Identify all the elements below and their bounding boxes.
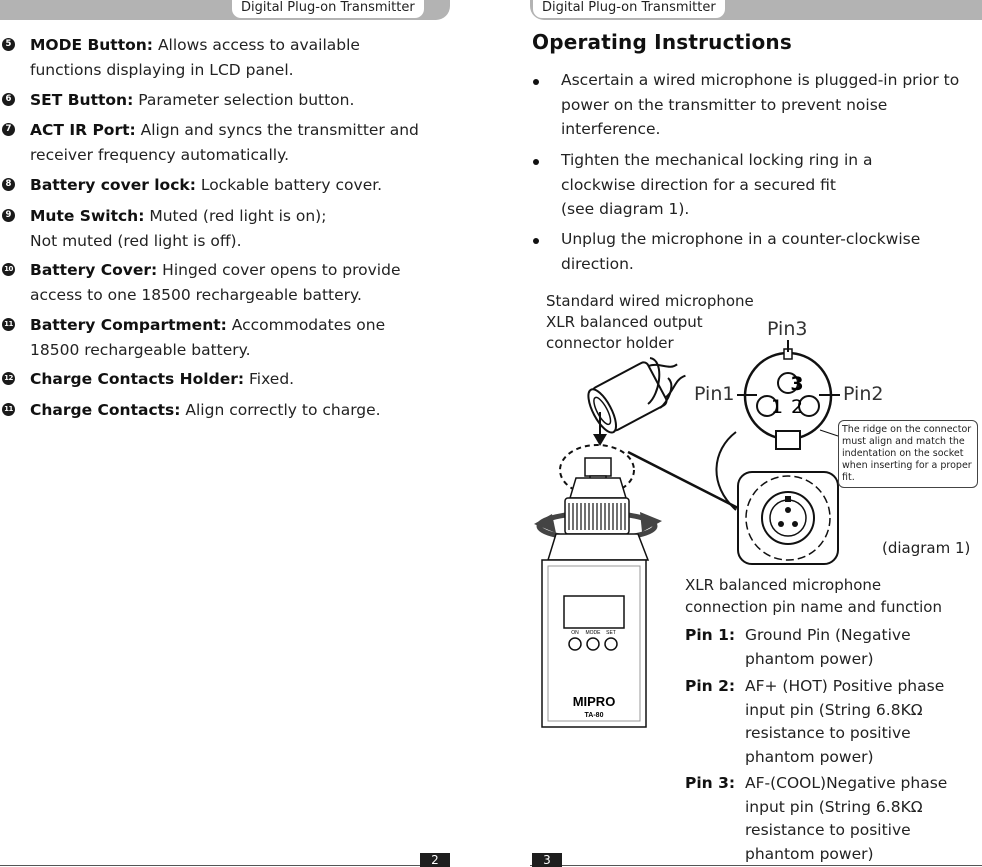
right-header-title: Digital Plug-on Transmitter	[533, 0, 725, 18]
pin-value: Ground Pin (Negative phantom power)	[745, 626, 911, 668]
item-number-badge: 11	[2, 403, 15, 416]
item-text: Muted (red light is on);	[144, 207, 327, 225]
pin-value: AF+ (HOT) Positive phase input pin (String 6.8KΩ resistance to positive phantom power)	[745, 677, 945, 766]
item-number-badge: 11	[2, 318, 15, 331]
left-footer-line	[0, 865, 450, 866]
pin1-label: Pin1	[694, 383, 735, 405]
item-title: Battery Compartment:	[30, 316, 227, 334]
item-title: Charge Contacts Holder:	[30, 370, 245, 388]
item-text: Align correctly to charge.	[180, 401, 381, 419]
item-text: Parameter selection button.	[133, 91, 355, 109]
item-number-badge: 5	[2, 38, 15, 51]
brand-logo: MIPRO	[572, 694, 616, 709]
holder-label: Standard wired microphone XLR balanced output connector holder	[546, 292, 754, 352]
item-text: Allows access to available functions displaying in LCD panel.	[30, 36, 360, 79]
item-text: Not muted (red light is off).	[30, 231, 242, 250]
diagram-caption: (diagram 1)	[882, 539, 971, 557]
right-footer-line	[530, 865, 982, 866]
set-button-label: SET	[606, 630, 616, 636]
xlr-pin-number: 2	[790, 396, 804, 418]
pin3-label: Pin3	[767, 318, 808, 340]
item-title: SET Button:	[30, 91, 134, 109]
item-text: Hinged cover opens to provide access to one 18500 rechargeable battery.	[30, 261, 401, 304]
pin-key: Pin 1:	[685, 626, 736, 644]
bullet-text: Unplug the microphone in a counter-clockwise direction.	[561, 230, 921, 273]
xlr-pin-number: 1	[770, 396, 784, 418]
pin2-label: Pin2	[843, 383, 884, 405]
pin-key: Pin 3:	[685, 774, 736, 792]
ridge-note: The ridge on the connector must align and match the indentation on the socket when inserting for a proper fit.	[838, 420, 978, 488]
item-text: Accommodates one 18500 rechargeable battery.	[30, 316, 386, 359]
pin-key: Pin 2:	[685, 677, 736, 695]
item-title: MODE Button:	[30, 36, 154, 54]
item-text: Fixed.	[244, 370, 295, 388]
item-number-badge: 10	[2, 263, 15, 276]
left-header-title: Digital Plug-on Transmitter	[232, 0, 424, 18]
item-number-badge: 12	[2, 372, 15, 385]
item-title: ACT IR Port:	[30, 121, 136, 139]
model-label: TA-80	[584, 712, 604, 719]
left-page-number: 2	[420, 853, 450, 867]
item-number-badge: 7	[2, 123, 15, 136]
xlr-pin-number: 3	[790, 373, 804, 395]
pin-table-heading: XLR balanced microphone connection pin name and function	[685, 576, 942, 616]
pin-row	[685, 624, 980, 671]
mode-button-label: MODE	[585, 630, 601, 636]
on-button-label: ON	[571, 630, 579, 636]
item-number-badge: 9	[2, 209, 15, 222]
item-number-badge: 6	[2, 93, 15, 106]
bullet-text: Ascertain a wired microphone is plugged-in prior to power on the transmitter to prevent noise interference.	[561, 71, 960, 138]
pin-row	[685, 772, 980, 866]
bullet-text: (see diagram 1).	[561, 200, 690, 218]
item-title: Battery cover lock:	[30, 176, 196, 194]
right-page-number: 3	[532, 853, 562, 867]
pin-row	[685, 675, 980, 769]
item-title: Mute Switch:	[30, 207, 145, 225]
pin-value: AF-(COOL)Negative phase input pin (String 6.8KΩ resistance to positive phantom power)	[745, 774, 948, 863]
item-title: Battery Cover:	[30, 261, 158, 279]
bullet-text: Tighten the mechanical locking ring in a clockwise direction for a secured fit	[561, 151, 873, 194]
item-text: Align and syncs the transmitter and receiver frequency automatically.	[30, 121, 419, 164]
section-title: Operating Instructions	[532, 30, 792, 54]
item-number-badge: 8	[2, 178, 15, 191]
item-text: Lockable battery cover.	[195, 176, 383, 194]
item-title: Charge Contacts:	[30, 401, 181, 419]
